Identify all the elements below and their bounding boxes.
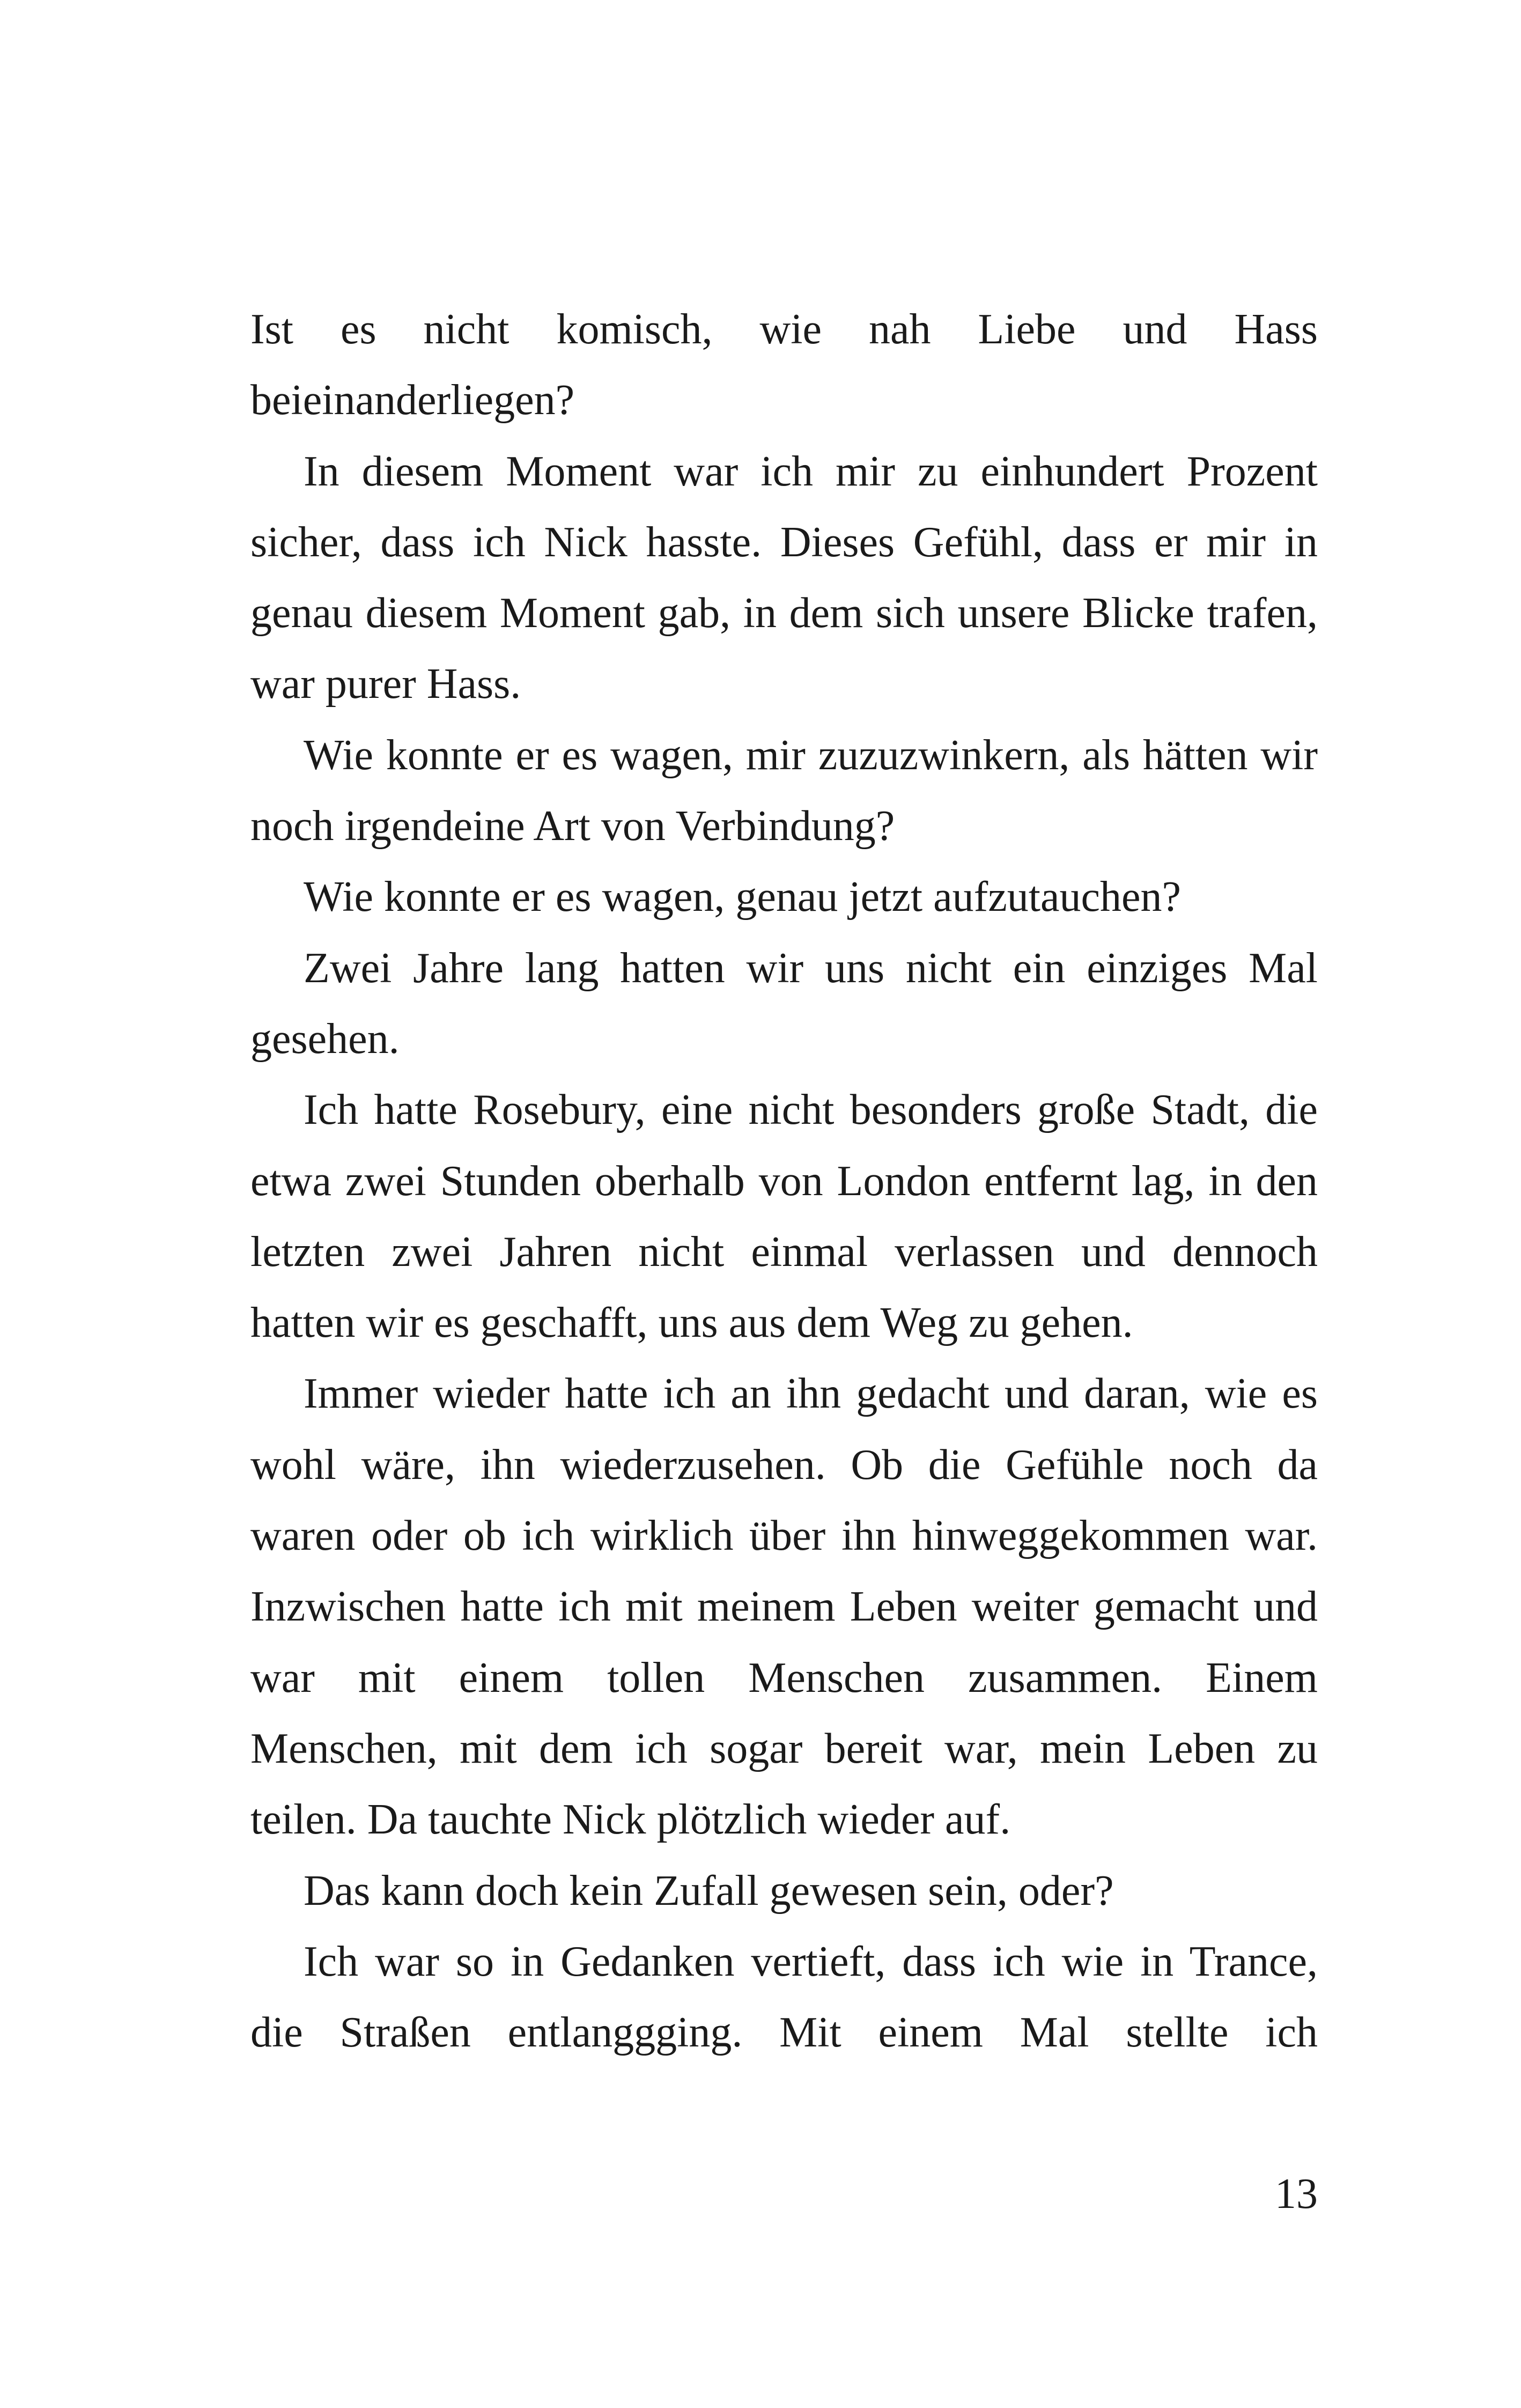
paragraph-1: Ist es nicht komisch, wie nah Liebe und Hass beieinanderliegen? xyxy=(250,306,1318,424)
paragraph-6: Ich hatte Rosebury, eine nicht besonders große Stadt, die etwa zwei Stunden oberhalb von London entfernt lag, in den letzten zwei Jahren nicht einmal verlassen und dennoch hatten wir es geschafft, uns aus dem Weg zu gehen. xyxy=(250,1086,1318,1347)
paragraph-7: Immer wieder hatte ich an ihn gedacht und daran, wie es wohl wäre, ihn wiederzusehen. Ob die Gefühle noch da waren oder ob ich wirklich über ihn hinweggekommen war. Inzwischen hatte ich mit meinem Leben weiter gemacht und war mit einem tollen Menschen zusammen. Einem Menschen, mit dem ich sogar bereit war, mein Leben zu teilen. Da tauchte Nick plötzlich wieder auf. xyxy=(250,1370,1318,1844)
body-text xyxy=(250,294,1318,2068)
paragraph-4: Wie konnte er es wagen, genau jetzt aufzutauchen? xyxy=(304,873,1181,921)
paragraph-9: Ich war so in Gedanken vertieft, dass ich wie in Trance, die Straßen entlanggging. Mit einem Mal stellte ich xyxy=(250,1938,1318,2057)
paragraph-8: Das kann doch kein Zufall gewesen sein, oder? xyxy=(304,1867,1114,1914)
page-number: 13 xyxy=(1275,2170,1318,2218)
paragraph-5: Zwei Jahre lang hatten wir uns nicht ein einziges Mal gesehen. xyxy=(250,944,1318,1063)
paragraph-3: Wie konnte er es wagen, mir zuzuzwinkern, als hätten wir noch irgendeine Art von Verbindung? xyxy=(250,731,1318,850)
paragraph-2: In diesem Moment war ich mir zu einhundert Prozent sicher, dass ich Nick hasste. Dieses Gefühl, dass er mir in genau diesem Moment gab, in dem sich unsere Blicke trafen, war purer Hass. xyxy=(250,447,1318,708)
